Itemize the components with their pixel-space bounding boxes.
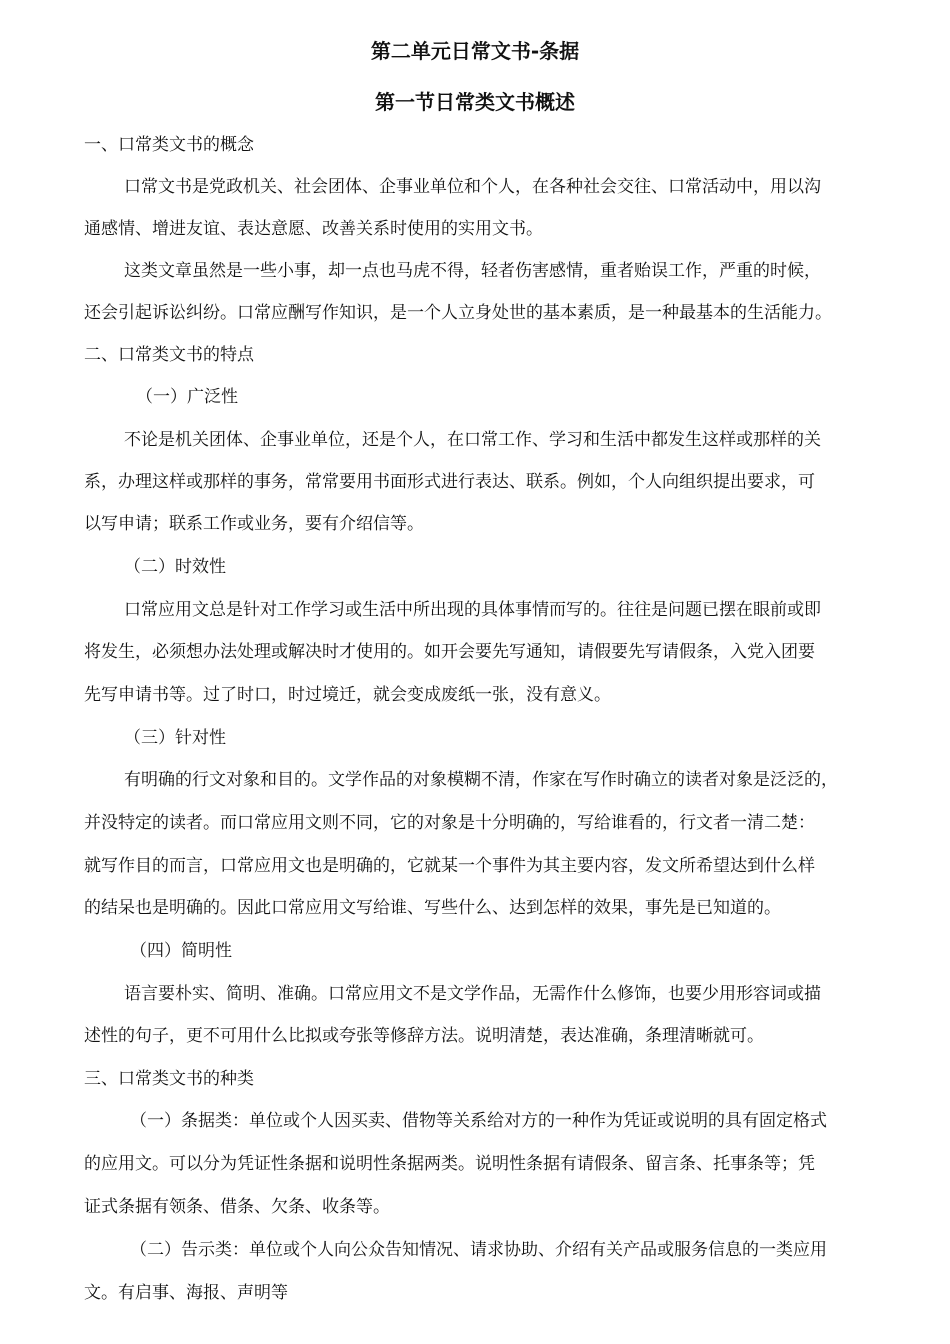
paragraph-line: 的应用文。可以分为凭证性条据和说明性条据两类。说明性条据有请假条、留言条、托事条等；凭 — [84, 1154, 815, 1174]
paragraph-line: 文。有启事、海报、声明等 — [84, 1283, 288, 1303]
subheading-conciseness: （四）简明性 — [130, 941, 232, 961]
paragraph-line: 证式条据有领条、借条、欠条、收条等。 — [84, 1197, 390, 1217]
paragraph-line: 口常文书是党政机关、社会团体、企事业单位和个人，在各种社会交往、口常活动中，用以沟 — [124, 177, 821, 197]
subheading-targeting: （三）针对性 — [124, 728, 226, 748]
paragraph-line: 将发生，必须想办法处理或解决时才使用的。如开会要先写通知，请假要先写请假条，入党入团要 — [84, 642, 815, 662]
unit-title: 第二单元日常文书-条据 — [370, 39, 580, 63]
subheading-breadth: （一）广泛性 — [136, 387, 238, 407]
paragraph-line: 并没特定的读者。而口常应用文则不同，它的对象是十分明确的，写给谁看的，行文者一清二楚： — [84, 813, 815, 833]
paragraph-line: 述性的句子，更不可用什么比拟或夸张等修辞方法。说明清楚，表达准确，条理清晰就可。 — [84, 1026, 764, 1046]
paragraph-line: 语言要朴实、简明、准确。口常应用文不是文学作品，无需作什么修饰，也要少用形容词或描 — [124, 984, 821, 1004]
subheading-timeliness: （二）时效性 — [124, 557, 226, 577]
paragraph-line: 就写作目的而言，口常应用文也是明确的，它就某一个事件为其主要内容，发文所希望达到什么样 — [84, 856, 815, 876]
paragraph-line: 系，办理这样或那样的事务，常常要用书面形式进行表达、联系。例如，个人向组织提出要求，可 — [84, 472, 815, 492]
paragraph-line: （一）条据类：单位或个人因买卖、借物等关系给对方的一种作为凭证或说明的具有固定格式 — [130, 1111, 827, 1131]
paragraph-line: 通感情、增进友谊、表达意愿、改善关系时使用的实用文书。 — [84, 219, 543, 239]
paragraph-line: 不论是机关团体、企事业单位，还是个人，在口常工作、学习和生活中都发生这样或那样的关 — [124, 430, 821, 450]
heading-concept: 一、口常类文书的概念 — [84, 135, 254, 155]
paragraph-line: 的结呆也是明确的。因此口常应用文写给谁、写些什么、达到怎样的效果，事先是已知道的。 — [84, 898, 781, 918]
paragraph-line: 以写申请；联系工作或业务，要有介绍信等。 — [84, 514, 424, 534]
heading-features: 二、口常类文书的特点 — [84, 345, 254, 365]
section-title: 第一节日常类文书概述 — [375, 90, 575, 114]
paragraph-line: 有明确的行文对象和目的。文学作品的对象模糊不清，作家在写作时确立的读者对象是泛泛的， — [124, 770, 838, 790]
paragraph-line: 口常应用文总是针对工作学习或生活中所出现的具体事情而写的。往往是问题已摆在眼前或即 — [124, 600, 821, 620]
paragraph-line: 还会引起诉讼纠纷。口常应酬写作知识，是一个人立身处世的基本素质，是一种最基本的生活能力。 — [84, 303, 832, 323]
paragraph-line: （二）告示类：单位或个人向公众告知情况、请求协助、介绍有关产品或服务信息的一类应用 — [130, 1240, 827, 1260]
heading-types: 三、口常类文书的种类 — [84, 1069, 254, 1089]
paragraph-line: 先写申请书等。过了时口，时过境迁，就会变成废纸一张，没有意义。 — [84, 685, 611, 705]
paragraph-line: 这类文章虽然是一些小事，却一点也马虎不得，轻者伤害感情，重者贻误工作，严重的时候， — [124, 261, 821, 281]
